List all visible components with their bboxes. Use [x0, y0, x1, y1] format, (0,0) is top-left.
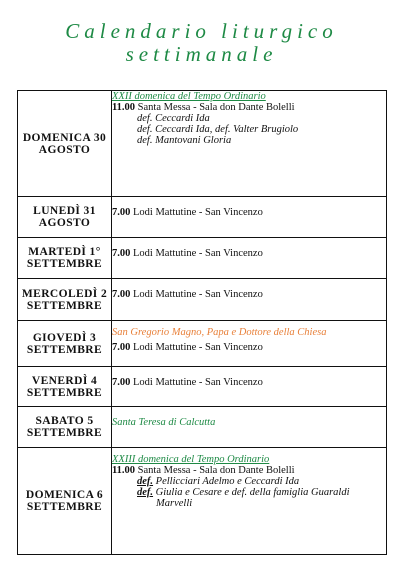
- mass-line: [112, 465, 386, 476]
- intention-text: Giulia e Cesare e def. della famiglia Guaraldi: [153, 487, 350, 498]
- day-cell: [18, 197, 112, 238]
- feast-title: Santa Teresa di Calcutta: [112, 417, 216, 428]
- table-row: [18, 279, 387, 321]
- events-cell: [112, 367, 387, 407]
- events-cell: [112, 91, 387, 197]
- intention-line: def. Mantovani Gloria: [137, 135, 232, 146]
- day-month: SETTEMBRE: [26, 501, 103, 513]
- table-row: [18, 321, 387, 367]
- day-cell: [18, 407, 112, 448]
- event-text: Lodi Mattutine - San Vincenzo: [130, 377, 263, 388]
- events-cell: [112, 321, 387, 367]
- day-name: MERCOLEDÌ 2: [21, 287, 108, 300]
- day-cell: [18, 367, 112, 407]
- intention-continuation: Marvelli: [156, 498, 193, 509]
- event-time: 7.00: [112, 207, 131, 218]
- events-cell: [112, 238, 387, 279]
- mass-line: [112, 102, 386, 113]
- events-cell: [112, 448, 387, 555]
- mass-time: 11.00: [112, 102, 136, 113]
- day-cell: [18, 321, 112, 367]
- intention-line: def. Ceccardi Ida: [137, 113, 210, 124]
- day-month: SETTEMBRE: [26, 343, 103, 356]
- events-cell: [112, 197, 387, 238]
- feast-title: XXII domenica del Tempo Ordinario: [112, 91, 266, 102]
- intention-text: Pellicciari Adelmo e Ceccardi Ida: [153, 476, 300, 487]
- events-cell: [112, 279, 387, 321]
- events-cell: [112, 407, 387, 448]
- day-name: DOMENICA 30: [22, 131, 107, 144]
- day-month: SETTEMBRE: [26, 427, 103, 439]
- day-name: MARTEDÌ 1°: [28, 246, 101, 258]
- event-time: 7.00: [112, 248, 131, 259]
- day-cell: [18, 279, 112, 321]
- table-row: [18, 238, 387, 279]
- table-row: [18, 91, 387, 197]
- day-month: AGOSTO: [38, 217, 91, 229]
- intention-prefix: def.: [137, 476, 154, 487]
- event-text: Lodi Mattutine - San Vincenzo: [130, 342, 263, 353]
- table-row: [18, 197, 387, 238]
- day-name: GIOVEDÌ 3: [32, 331, 97, 344]
- day-name: VENERDÌ 4: [31, 374, 98, 387]
- event-line: [112, 207, 386, 218]
- mass-text: Santa Messa - Sala don Dante Bolelli: [135, 102, 295, 113]
- day-cell: [18, 238, 112, 279]
- page-title-line2: settimanale: [125, 42, 278, 66]
- event-line: [112, 377, 386, 388]
- feast-title: San Gregorio Magno, Papa e Dottore della Chiesa: [112, 327, 327, 338]
- event-text: Lodi Mattutine - San Vincenzo: [130, 248, 263, 259]
- intention-line: [112, 487, 386, 498]
- day-month: AGOSTO: [38, 143, 91, 156]
- day-month: SETTEMBRE: [26, 258, 103, 270]
- event-time: 7.00: [112, 289, 131, 300]
- table-row: [18, 448, 387, 555]
- intention-line: def. Ceccardi Ida, def. Valter Brugiolo: [137, 124, 299, 135]
- feast-title: XXIII domenica del Tempo Ordinario: [112, 454, 270, 465]
- table-row: [18, 407, 387, 448]
- day-cell: [18, 91, 112, 197]
- event-line: [112, 248, 386, 259]
- event-line: [112, 289, 386, 300]
- mass-text: Santa Messa - Sala don Dante Bolelli: [135, 465, 295, 476]
- day-cell: [18, 448, 112, 555]
- day-name: LUNEDÌ 31: [33, 205, 96, 217]
- day-month: SETTEMBRE: [26, 299, 103, 312]
- day-name: DOMENICA 6: [25, 489, 104, 501]
- table-row: [18, 367, 387, 407]
- intention-line: [112, 476, 386, 487]
- mass-time: 11.00: [112, 465, 136, 476]
- event-text: Lodi Mattutine - San Vincenzo: [130, 207, 263, 218]
- event-line: [112, 342, 386, 353]
- page-title-line1: Calendario liturgico: [65, 19, 338, 43]
- event-time: 7.00: [112, 377, 131, 388]
- day-name: SABATO 5: [35, 415, 94, 427]
- event-time: 7.00: [112, 342, 131, 353]
- day-month: SETTEMBRE: [26, 386, 103, 399]
- event-text: Lodi Mattutine - San Vincenzo: [130, 289, 263, 300]
- calendar-table: [17, 90, 387, 555]
- intention-prefix: def.: [137, 487, 154, 498]
